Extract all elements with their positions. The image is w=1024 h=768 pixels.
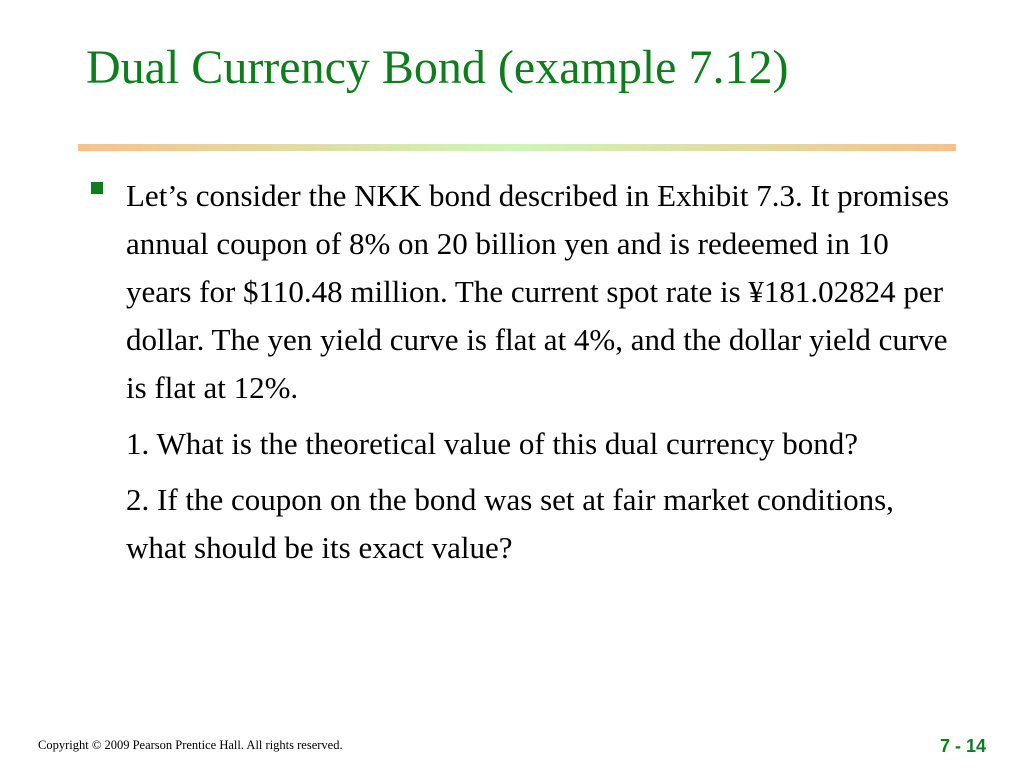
bullet-content	[126, 172, 956, 572]
title-divider	[78, 144, 956, 151]
question-2: 2. If the coupon on the bond was set at fair market conditions, what should be its exact value?	[126, 482, 894, 565]
slide-title: Dual Currency Bond (example 7.12)	[86, 41, 789, 94]
bullet-paragraph: Let’s consider the NKK bond described in Exhibit 7.3. It promises annual coupon of 8% on 20 billion yen and is redeemed in 10 years for $110.48 million. The current spot rate is ¥181.02824 per dollar. The yen yield curve is flat at 4%, and the dollar yield curve is flat at 12%.	[126, 178, 950, 405]
square-bullet-icon	[91, 182, 103, 194]
copyright-notice: Copyright © 2009 Pearson Prentice Hall. All rights reserved.	[38, 738, 343, 752]
page-number: 7 - 14	[939, 736, 986, 756]
question-1: 1. What is the theoretical value of this dual currency bond?	[126, 426, 858, 461]
